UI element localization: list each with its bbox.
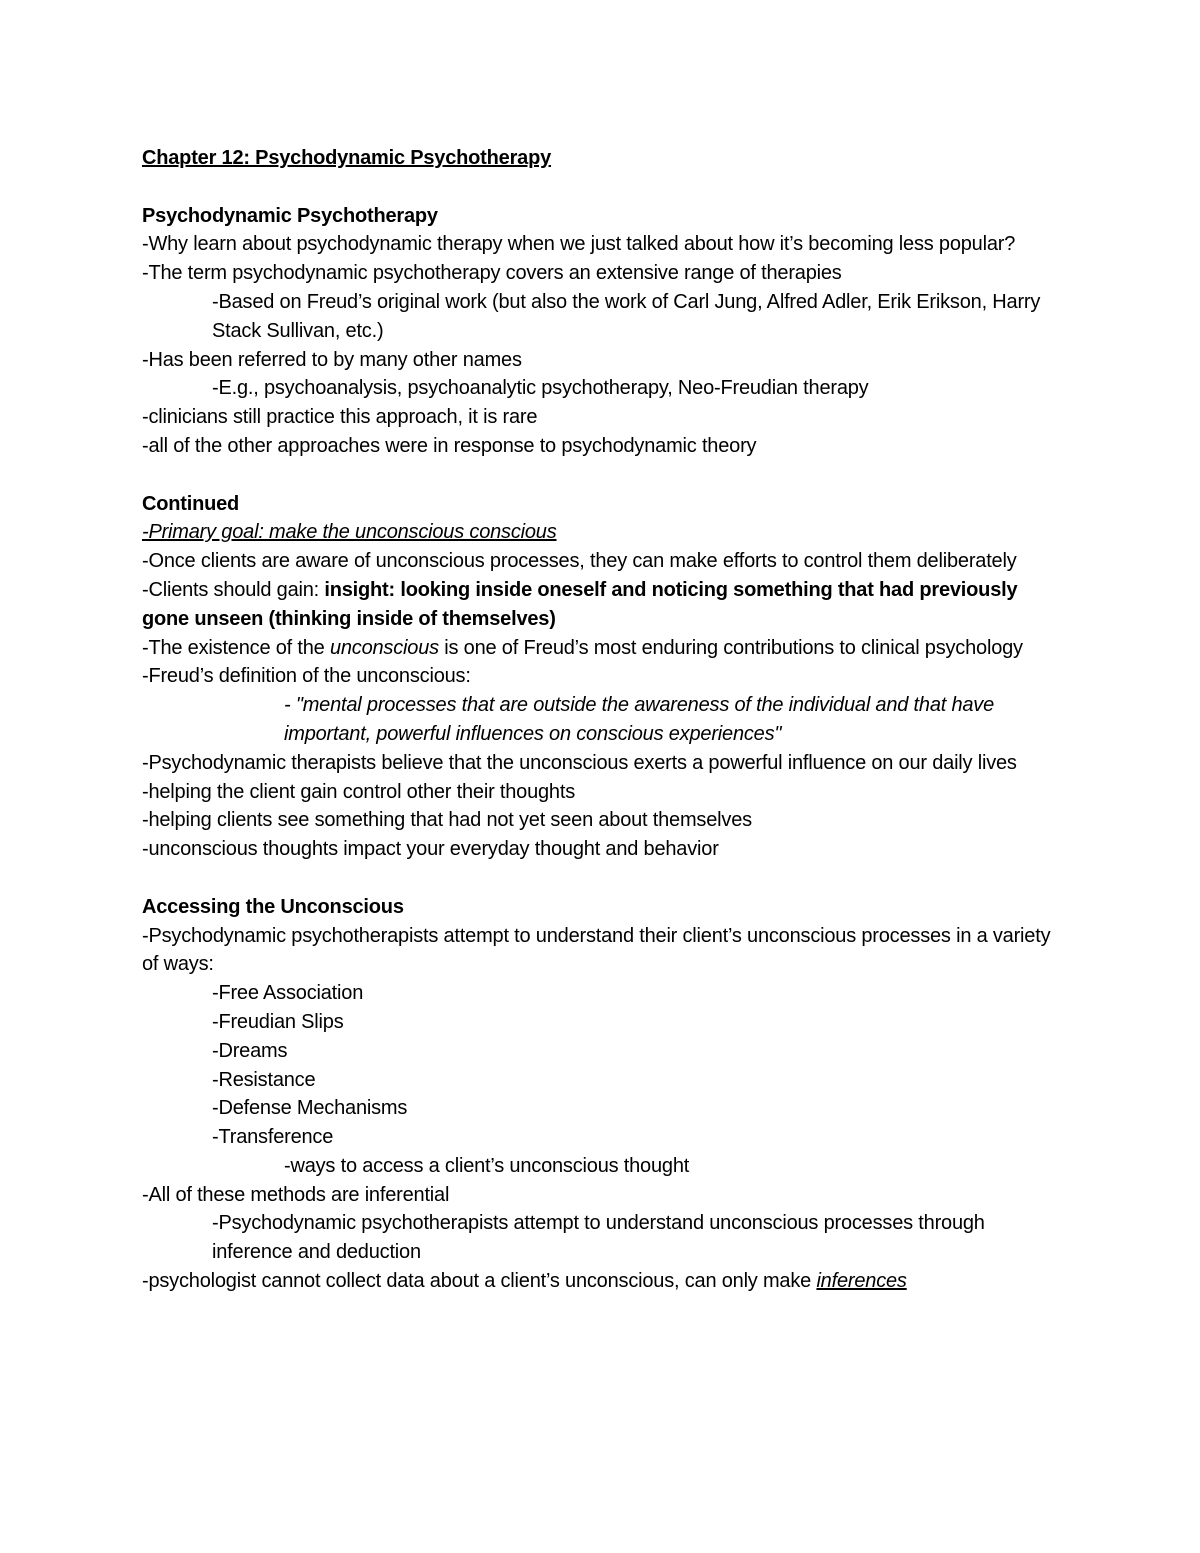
note-line: -Freud’s definition of the unconscious: (142, 665, 471, 688)
text-run: is one of Freud’s most enduring contributions to clinical psychology (438, 636, 1023, 659)
insight-line (142, 576, 1062, 634)
insight-definition: insight: looking inside oneself and noticing something that had previously gone unseen (thinking inside of themselves) (142, 578, 1018, 630)
text-run: -The existence of the (142, 636, 330, 659)
note-line: -E.g., psychoanalysis, psychoanalytic psychotherapy, Neo-Freudian therapy (212, 377, 869, 400)
section-heading: Accessing the Unconscious (142, 895, 404, 918)
note-line: -Has been referred to by many other names (142, 348, 522, 371)
insight-lead: -Clients should gain: (142, 578, 325, 601)
note-line: -All of these methods are inferential (142, 1183, 450, 1206)
document-title: Chapter 12: Psychodynamic Psychotherapy (142, 147, 552, 169)
method-item: -Dreams (212, 1039, 288, 1062)
note-line: -unconscious thoughts impact your everyday thought and behavior (142, 838, 719, 861)
unconscious-term: unconscious (329, 636, 439, 659)
note-line: -Psychodynamic psychotherapists attempt to understand their client’s unconscious processes in a variety of ways: (142, 924, 1051, 976)
method-item: -Freudian Slips (212, 1010, 344, 1033)
method-item: -Transference (212, 1126, 334, 1149)
note-line: -The term psychodynamic psychotherapy covers an extensive range of therapies (142, 262, 842, 285)
note-line: -clinicians still practice this approach, it is rare (142, 406, 538, 429)
method-item: -Defense Mechanisms (212, 1097, 408, 1120)
method-item: -Resistance (212, 1068, 316, 1091)
note-line: -Psychodynamic psychotherapists attempt to understand unconscious processes through inference and deduction (212, 1212, 985, 1264)
unconscious-line (142, 634, 1062, 663)
note-line: -ways to access a client’s unconscious thought (284, 1154, 690, 1177)
freud-definition-quote: - "mental processes that are outside the awareness of the individual and that have important, powerful influences on conscious experiences" (284, 694, 995, 745)
note-line: -Based on Freud’s original work (but also the work of Carl Jung, Alfred Adler, Erik Erikson, Harry Stack Sullivan, etc.) (212, 290, 1041, 342)
section-heading: Psychodynamic Psychotherapy (142, 204, 438, 227)
note-line: -Why learn about psychodynamic therapy when we just talked about how it’s becoming less popular? (142, 233, 1016, 256)
note-line: -helping the client gain control other their thoughts (142, 780, 576, 803)
document-body (142, 144, 1062, 1296)
spacer (142, 461, 1062, 490)
section-heading: Continued (142, 492, 240, 515)
note-line: -helping clients see something that had not yet seen about themselves (142, 809, 752, 832)
note-line: -Once clients are aware of unconscious processes, they can make efforts to control them deliberately (142, 550, 1017, 573)
primary-goal-line: -Primary goal: make the unconscious conscious (142, 521, 557, 544)
inferences-term: inferences (816, 1270, 907, 1293)
note-line: -all of the other approaches were in response to psychodynamic theory (142, 434, 757, 457)
inferences-line (142, 1267, 1062, 1296)
text-run: -psychologist cannot collect data about a client’s unconscious, can only make (142, 1270, 817, 1293)
note-line: -Psychodynamic therapists believe that the unconscious exerts a powerful influence on our daily lives (142, 751, 1017, 774)
spacer (142, 173, 1062, 202)
spacer (142, 864, 1062, 893)
method-item: -Free Association (212, 982, 364, 1005)
